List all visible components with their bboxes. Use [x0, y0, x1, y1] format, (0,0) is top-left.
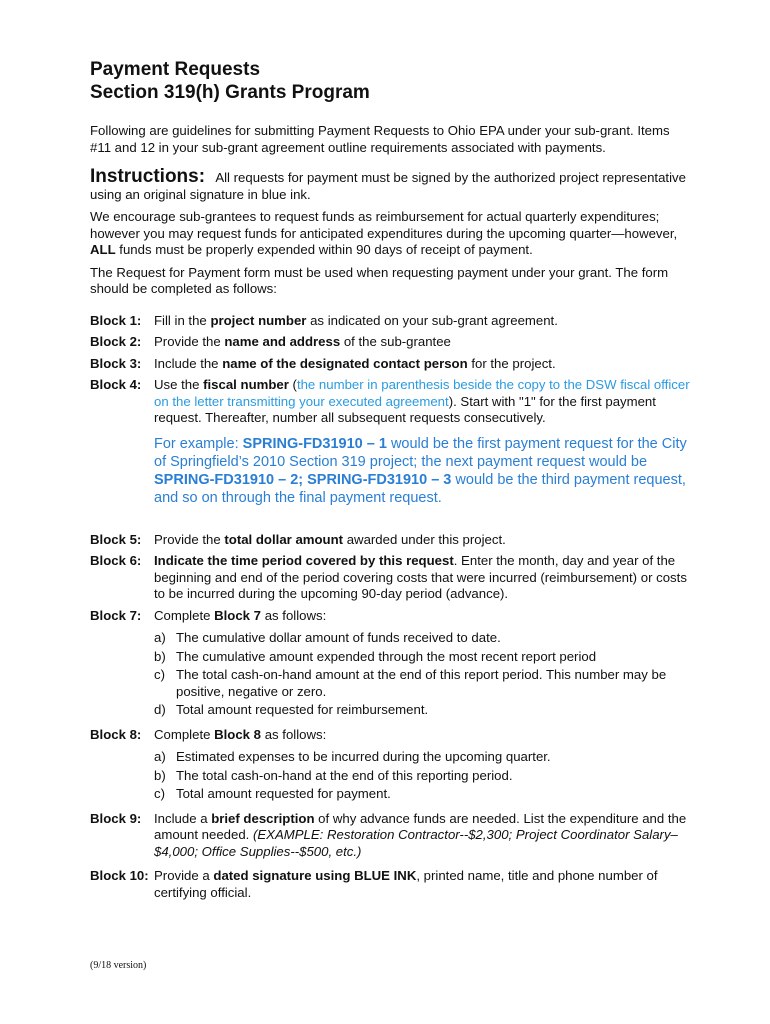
block-label: Block 5: [90, 531, 142, 547]
list-item: a) The cumulative dollar amount of funds received to date. [154, 630, 501, 645]
block-text: Use the fiscal number (the number in parenthesis beside the copy to the DSW fiscal officer on the letter transmitting your executed agreement). Start with "1" for the first payment request. Thereafter, number all subsequent requests consecutively. [154, 377, 690, 425]
title-line-1: Payment Requests [90, 59, 261, 80]
block-10 [90, 868, 690, 901]
block-text: Fill in the project number as indicated on your sub-grant agreement. [154, 312, 558, 328]
block-4 [90, 377, 690, 427]
block-6 [90, 553, 690, 603]
block-label: Block 4: [90, 377, 142, 392]
block-label: Block 1: [90, 312, 142, 328]
list-item: a) Estimated expenses to be incurred during the upcoming quarter. [154, 749, 551, 764]
intro-paragraph: Following are guidelines for submitting Payment Requests to Ohio EPA under your sub-grant. Items #11 and 12 in your sub-grant agreement outline requirements associated with payments. [90, 123, 670, 155]
page-title [90, 58, 690, 104]
block-9 [90, 811, 690, 861]
block-text: Provide the name and address of the sub-grantee [154, 334, 451, 349]
version-footer: (9/18 version) [90, 960, 147, 971]
fiscal-number-example: For example: SPRING-FD31910 – 1 would be the first payment request for the City of Springfield’s 2010 Section 319 project; the next payment request would be SPRING-FD31910 – 2; SPRING-FD31910 – 3 would be the third payment request, and so on through the final payment request. [154, 435, 687, 506]
instructions-lead: All requests for payment must be signed by the authorized project representative using an original signature in blue ink. [90, 170, 686, 202]
para2-text-a: We encourage sub-grantees to request funds as reimbursement for actual quarterly expenditures; however you may request funds for anticipated expenditures during the upcoming quarter—however, [90, 209, 678, 241]
block-text: Complete Block 7 as follows: [154, 607, 327, 623]
instructions-heading: Instructions: [90, 166, 206, 187]
block-2 [90, 334, 690, 351]
block-text: Include the name of the designated contact person for the project. [154, 355, 556, 371]
list-item: c) The total cash-on-hand amount at the end of this report period. This number may be positive, negative or zero. [154, 667, 667, 699]
block-8 [90, 727, 690, 744]
block-8-list [154, 749, 690, 803]
para2-emphasis: ALL [90, 242, 116, 257]
list-item: c) Total amount requested for payment. [154, 786, 391, 801]
title-line-2: Section 319(h) Grants Program [90, 82, 370, 103]
document-page [90, 58, 690, 901]
instructions-paragraph [90, 166, 690, 203]
block-label: Block 2: [90, 334, 142, 349]
advance-example: (EXAMPLE: Restoration Contractor--$2,300; Project Coordinator Salary–$4,000; Office Supplies--$500, etc.) [154, 827, 678, 859]
block-1 [90, 313, 690, 330]
block-7-list [154, 630, 690, 719]
block-7 [90, 608, 690, 625]
reimbursement-paragraph [90, 209, 690, 259]
block-label: Block 8: [90, 726, 142, 742]
block-label: Block 3: [90, 355, 142, 371]
form-usage-paragraph: The Request for Payment form must be used when requesting payment under your grant. The form should be completed as follows: [90, 264, 669, 296]
block-text: Provide the total dollar amount awarded under this project. [154, 531, 506, 547]
block-text: Complete Block 8 as follows: [154, 726, 327, 742]
block-3 [90, 356, 690, 373]
block-text: Indicate the time period covered by this request. Enter the month, day and year of the beginning and end of the period covering costs that were incurred (reimbursement) or costs to be incurred during the upcoming 90-day period (advance). [154, 553, 687, 601]
block-5 [90, 532, 690, 549]
list-item: d) Total amount requested for reimbursement. [154, 702, 429, 717]
list-item: b) The cumulative amount expended through the most recent report period [154, 648, 597, 664]
block-label: Block 10: [90, 868, 149, 883]
block-label: Block 9: [90, 810, 142, 826]
block-text: Provide a dated signature using BLUE INK, printed name, title and phone number of certifying official. [154, 868, 658, 900]
fiscal-number-note: the number in parenthesis beside the copy to the DSW fiscal officer on the letter transmitting your executed agreement [154, 377, 690, 409]
block-label: Block 7: [90, 607, 142, 623]
list-item: b) The total cash-on-hand at the end of this reporting period. [154, 767, 513, 783]
block-label: Block 6: [90, 553, 142, 568]
block-text: Include a brief description of why advance funds are needed. List the expenditure and the amount needed. (EXAMPLE: Restoration Contractor--$2,300; Project Coordinator Salary–$4,000; Office Supplies--$500, etc.) [154, 810, 687, 859]
para2-text-c: funds must be properly expended within 90 days of receipt of payment. [115, 242, 533, 257]
